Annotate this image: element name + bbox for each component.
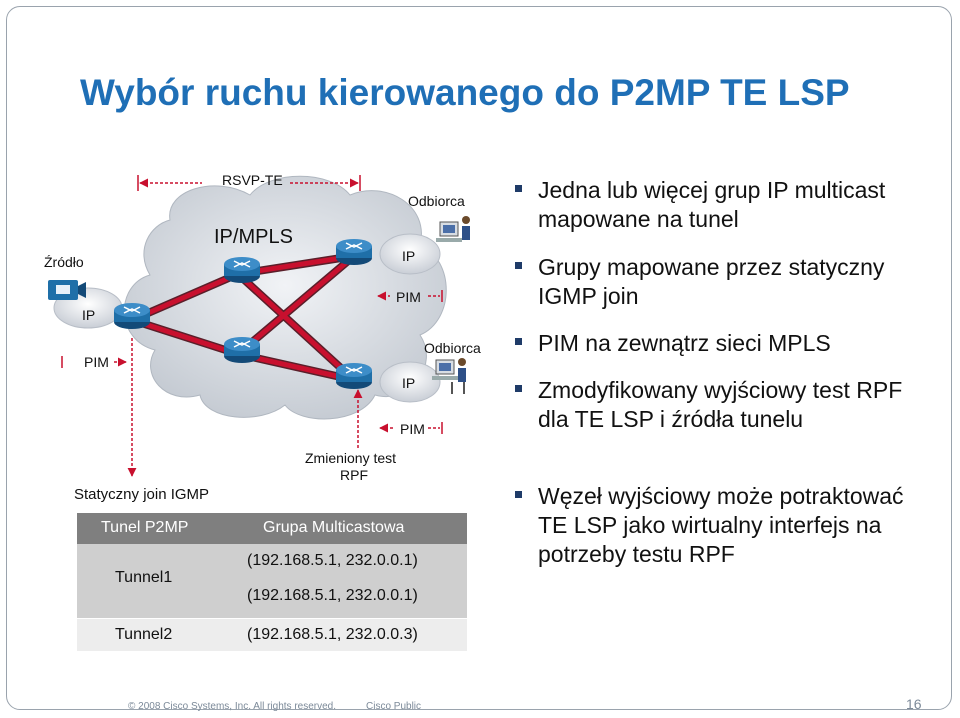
source-pim-label: PIM [84,354,109,370]
source-ip-label: IP [82,307,96,323]
table-header-tunnel: Tunel P2MP [101,519,189,536]
receiver-top-ip-label: IP [402,248,416,264]
router-core-bottom [224,337,260,363]
table-cell-group: (192.168.5.1, 232.0.0.1) [247,552,418,569]
table-cell-group: (192.168.5.1, 232.0.0.3) [247,626,418,643]
table-header-group: Grupa Multicastowa [263,519,405,536]
page-number: 16 [906,696,922,712]
bullet-square-icon [515,262,522,269]
table-cell-tunnel: Tunnel1 [115,569,173,586]
router-core-top [224,257,260,283]
bullet-item: Zmodyfikowany wyjściowy test RPF dla TE LSP i źródła tunelu [515,376,915,434]
table-row [77,544,467,618]
footer-copyright: © 2008 Cisco Systems, Inc. All rights reserved. [128,701,337,712]
receiver-mid-pim-label: PIM [400,421,425,437]
igmp-label: Statyczny join IGMP [74,486,210,503]
rsvp-te-label: RSVP-TE [222,172,283,188]
rpf-label-line1: Zmieniony test [305,450,397,466]
table-header-row [77,513,467,544]
receiver-top-pc-icon [436,216,470,242]
footer-classification: Cisco Public [366,701,422,712]
router-source [114,303,150,329]
receiver-mid-ip-label: IP [402,375,416,391]
bullet-square-icon [515,491,522,498]
table-row [77,618,467,651]
page-title: Wybór ruchu kierowanego do P2MP TE LSP [80,72,850,113]
ip-mpls-label: IP/MPLS [214,226,293,248]
bullet-item: PIM na zewnątrz sieci MPLS [515,329,935,358]
bullet-square-icon [515,338,522,345]
bullet-square-icon [515,385,522,392]
source-label: Źródło [44,254,84,270]
table-cell-group: (192.168.5.1, 232.0.0.1) [247,587,418,604]
router-egress-bottom [336,363,372,389]
rpf-label-line2: RPF [340,467,368,483]
router-egress-top [336,239,372,265]
table-cell-tunnel: Tunnel2 [115,626,173,643]
receiver-top-label: Odbiorca [408,193,465,209]
receiver-mid-label: Odbiorca [424,340,481,356]
receiver-top-pim-label: PIM [396,289,421,305]
bullet-item: Węzeł wyjściowy może potraktować TE LSP jako wirtualny interfejs na potrzeby testu RPF [515,482,935,569]
bullet-item: Grupy mapowane przez statyczny IGMP join [515,253,935,311]
bullet-item: Jedna lub więcej grup IP multicast mapowane na tunel [515,176,935,234]
bullet-square-icon [515,185,522,192]
